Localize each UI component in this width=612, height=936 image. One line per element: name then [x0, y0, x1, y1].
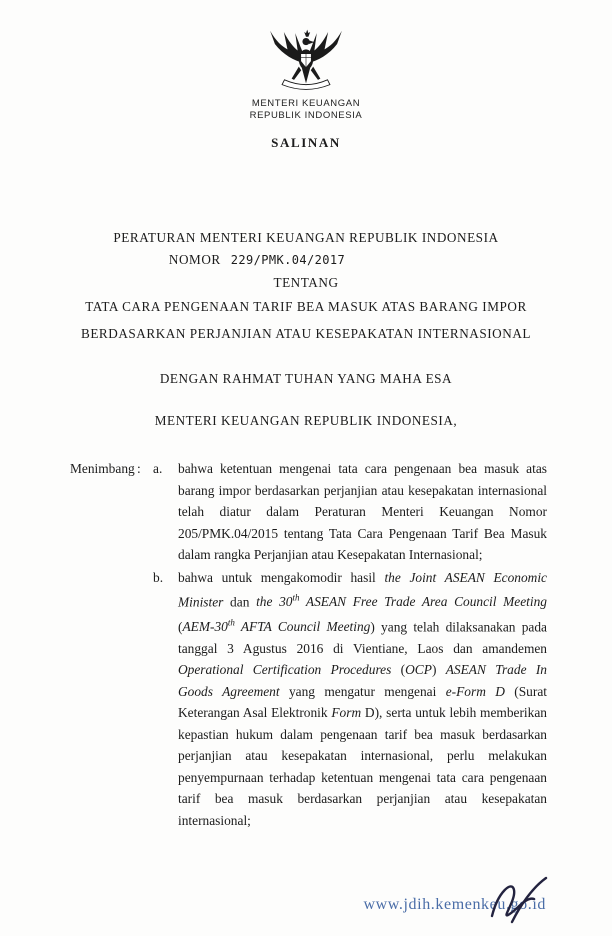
- garuda-pancasila-icon: [264, 26, 348, 93]
- considerations-section: [70, 458, 547, 831]
- nomor-value: 229/PMK.04/2017: [230, 253, 346, 267]
- invocation-line: DENGAN RAHMAT TUHAN YANG MAHA ESA: [159, 371, 453, 386]
- consideration-item-a: [153, 458, 547, 566]
- item-letter: a.: [153, 461, 163, 476]
- title-block: [0, 229, 612, 430]
- ministry-name-line1: MENTERI KEUANGAN: [251, 98, 361, 109]
- menimbang-label: Menimbang: [70, 461, 135, 476]
- regulation-title: PERATURAN MENTERI KEUANGAN REPUBLIK INDONESIA: [113, 230, 499, 245]
- letterhead: [0, 26, 612, 151]
- item-text: bahwa ketentuan mengenai tata cara pengenaan bea masuk atas barang impor berdasarkan perjanjian atau kesepakatan internasional telah diatur dalam Peraturan Menteri Keuangan Nomor 205/PMK.04/2015 tentang Tata Cara Pengenaan Tarif Bea Masuk dalam rangka Perjanjian atau Kesepakatan Internasional;: [178, 461, 547, 562]
- footer-url: www.jdih.kemenkeu.go.id: [363, 896, 546, 913]
- item-text: bahwa untuk mengakomodir hasil the Joint ASEAN Economic Minister dan the 30th ASEAN Free Trade Area Council Meeting (AEM-30th AFTA Council Meeting) yang telah dilaksanakan pada tanggal 3 Agustus 2016 di Vientiane, Laos dan amandemen Operational Certification Procedures (OCP) ASEAN Trade In Goods Agreement yang mengatur mengenai e-Form D (Surat Keterangan Asal Elektronik Form D), serta untuk lebih memberikan kepastian hukum dalam pengenaan tarif bea masuk berdasarkan perjanjian atau kesepakatan internasional, perlu melakukan penyempurnaan terhadap ketentuan mengenai tata cara pengenaan tarif bea masuk berdasarkan perjanjian atau kesepakatan internasional;: [178, 569, 548, 828]
- item-letter: b.: [153, 569, 164, 585]
- consideration-item-b: [153, 567, 547, 832]
- regulation-number-line: [0, 251, 563, 269]
- ministry-name-line2: REPUBLIK INDONESIA: [249, 110, 363, 121]
- nomor-label: NOMOR: [168, 252, 221, 267]
- salinan-stamp: SALINAN: [271, 135, 341, 150]
- subject-line2: BERDASARKAN PERJANJIAN ATAU KESEPAKATAN INTERNASIONAL: [80, 326, 532, 341]
- authority-line: MENTERI KEUANGAN REPUBLIK INDONESIA,: [154, 413, 458, 428]
- subject-line1: TATA CARA PENGENAAN TARIF BEA MASUK ATAS BARANG IMPOR: [85, 299, 527, 314]
- menimbang-colon: :: [137, 461, 141, 476]
- tentang-label: TENTANG: [273, 275, 339, 290]
